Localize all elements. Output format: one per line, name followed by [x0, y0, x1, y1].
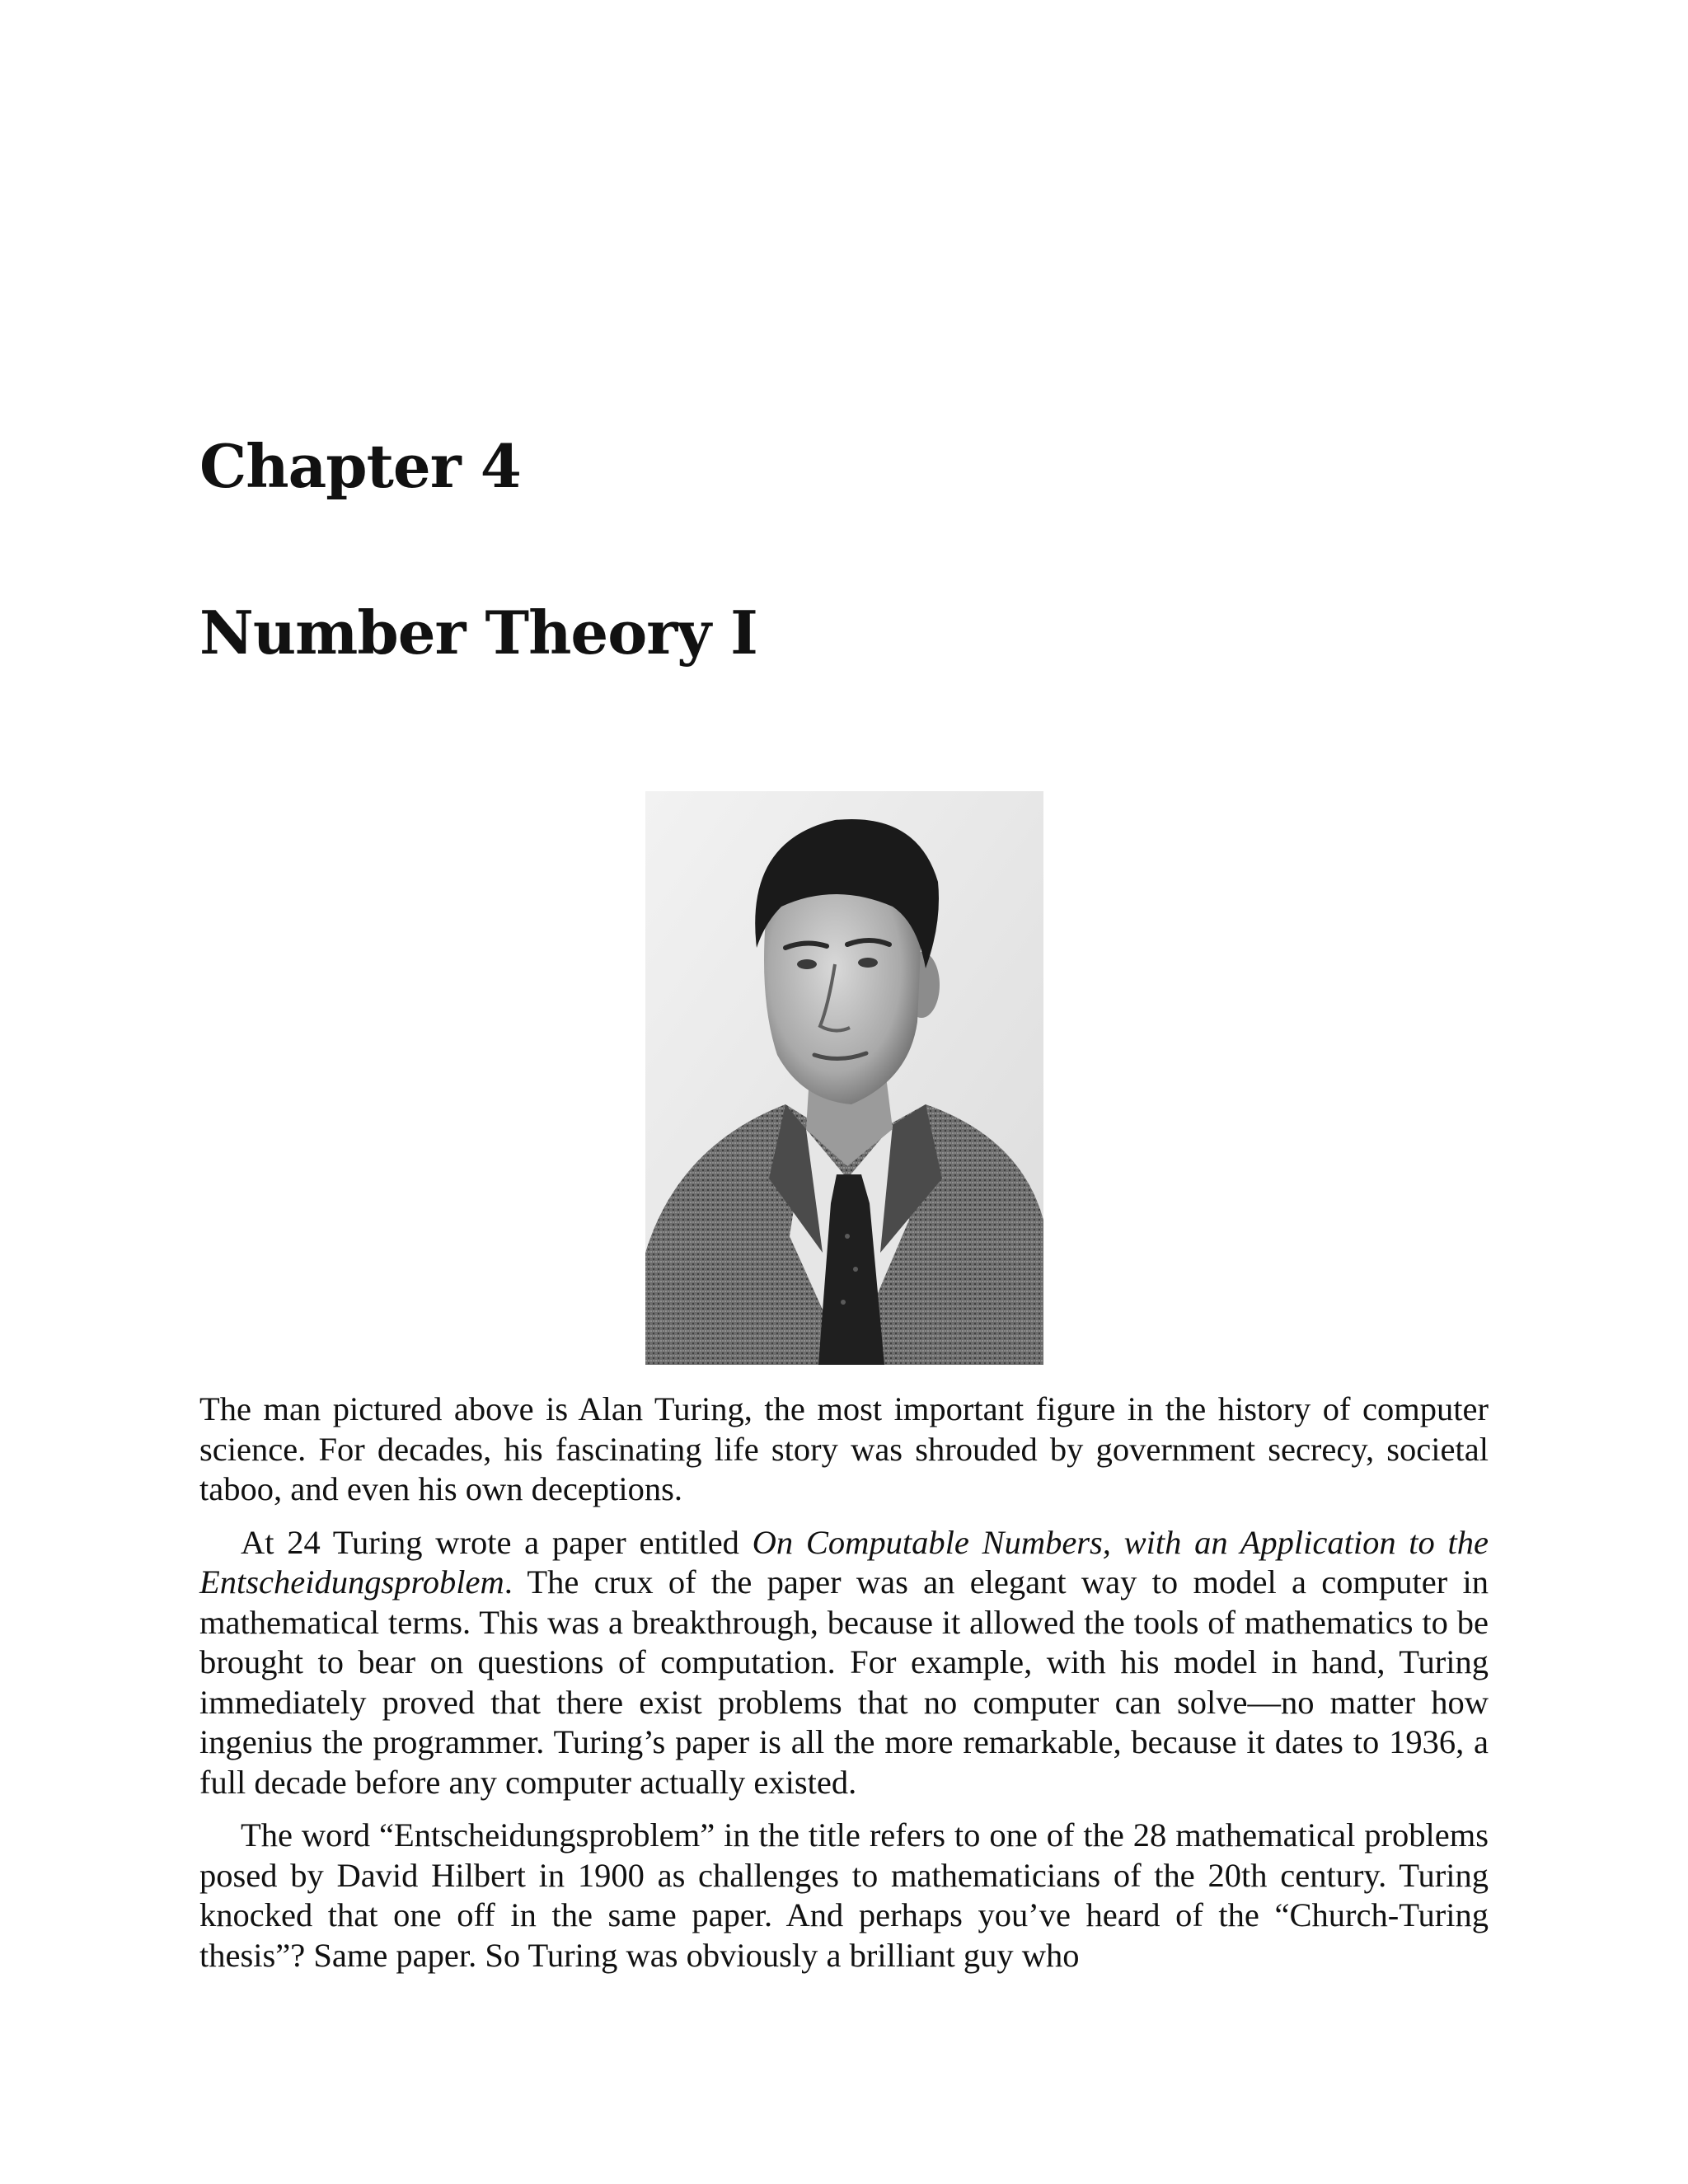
paper-title: On Computable Numbers, with an Application to the Entscheidungsproblem	[199, 1523, 1489, 1601]
paragraph-1: The man pictured above is Alan Turing, the most important figure in the history of computer science. For decades, his fascinating life story was shrouded by government secrecy, societal taboo, and even his own deceptions.	[199, 1390, 1489, 1507]
paragraph-2-post: . The crux of the paper was an elegant way to model a computer in mathematical terms. This was a breakthrough, because it allowed the tools of mathematics to be brought to bear on questions of computation. For example, with his model in hand, Turing immediately proved that there exist problems that no computer can solve—no matter how ingenius the programmer. Turing’s paper is all the more remarkable, because it dates to 1936, a full decade before any computer actually existed.	[199, 1563, 1489, 1801]
paragraph-3: The word “Entscheidungsproblem” in the title refers to one of the 28 mathematical problems posed by David Hilbert in 1900 as challenges to mathematicians of the 20th century. Turing knocked that one off in the same paper. And perhaps you’ve heard of the “Church-Turing thesis”? Same paper. So Turing was obviously a brilliant guy who	[199, 1816, 1489, 1974]
paragraph-2-pre: At 24 Turing wrote a paper entitled	[241, 1523, 753, 1561]
body-text	[199, 1390, 1489, 1989]
chapter-title: Number Theory I	[199, 598, 757, 668]
paragraph-2	[199, 1523, 1489, 1803]
chapter-label: Chapter 4	[199, 431, 521, 501]
portrait-illustration	[645, 791, 1043, 1365]
portrait-photo	[645, 791, 1043, 1365]
